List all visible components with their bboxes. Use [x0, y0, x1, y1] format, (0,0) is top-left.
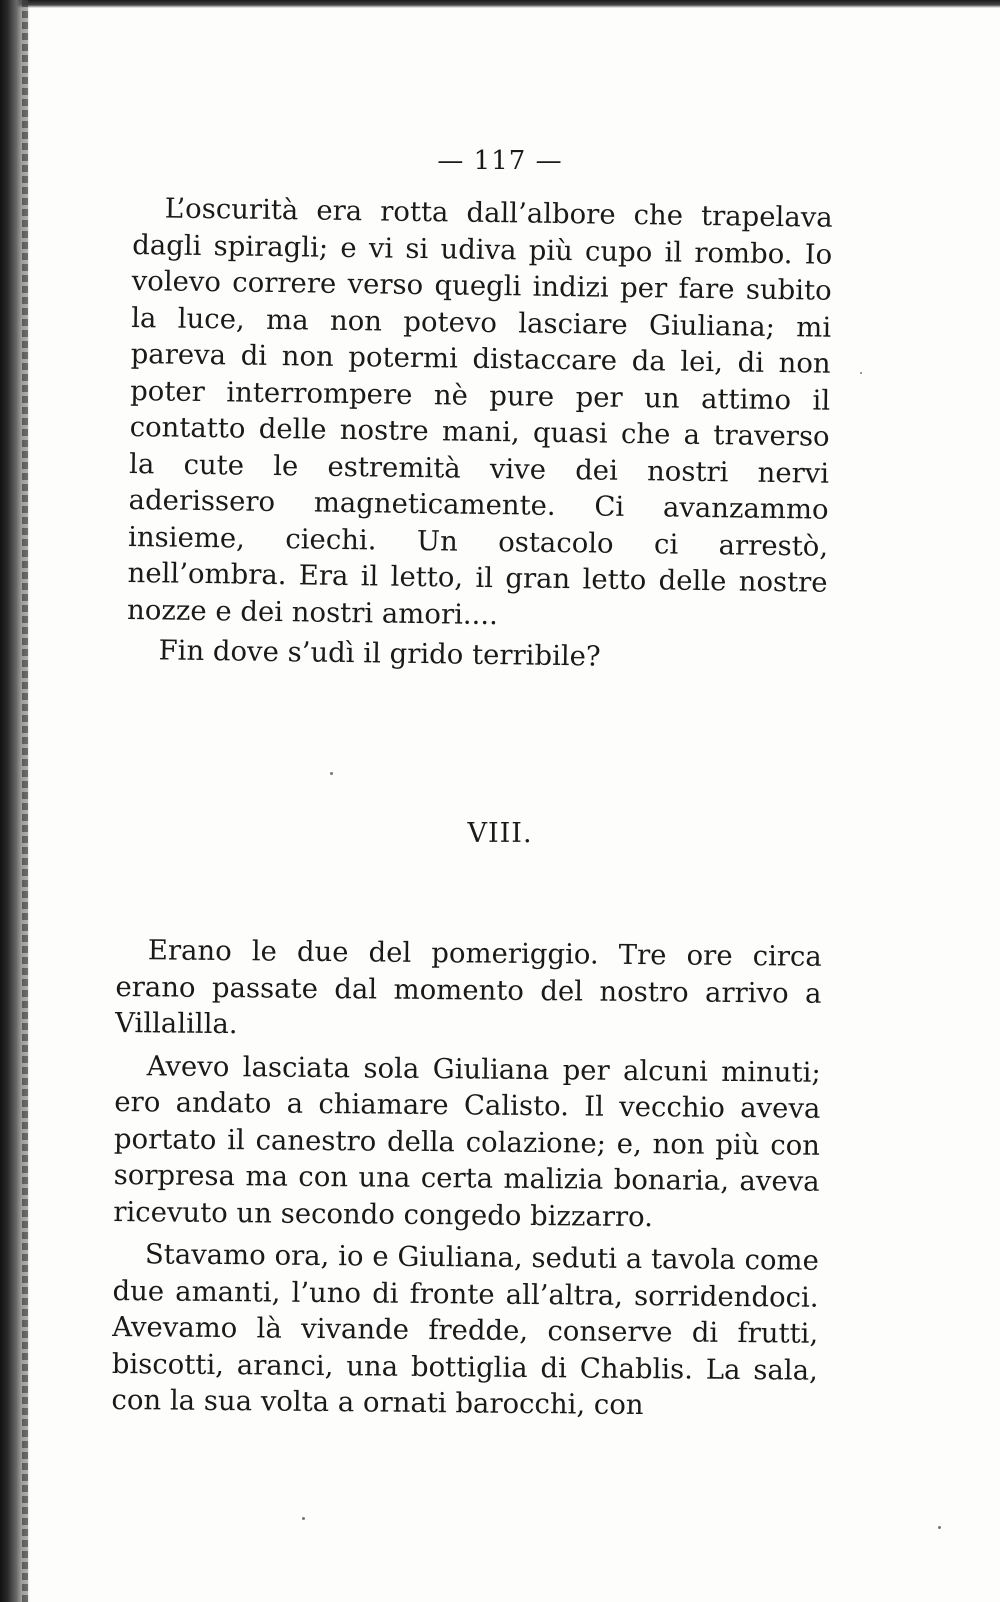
- page-number: — 117 —: [437, 146, 563, 176]
- page-top-edge-shadow: [0, 0, 1000, 8]
- paragraph: Avevo lasciata sola Giuliana per alcuni minuti; ero andato a chiamare Calisto. Il vecchio aveva portato il canestro della colazione; e, non più con sorpresa ma con una certa malizia bonaria, aveva ricevuto un secondo congedo bizzarro.: [113, 1049, 821, 1233]
- paragraph: L’oscurità era rotta dall’albore che trapelava dagli spiragli; e vi si udiva più cupo il rombo. Io volevo correre verso quegli indizi per fare subito la luce, ma non potevo lasciare Giuliana; mi pareva di non potermi distaccare da lei, di non poter interrompere nè pure per un attimo il contatto delle nostre mani, quasi che a traverso la cute le estremità vive dei nostri nervi aderissero magneticamente. Ci avanzammo insieme, ciechi. Un ostacolo ci arrestò, nell’ombra. Era il letto, il gran letto delle nostre nozze e dei nostri amori....: [126, 192, 833, 631]
- chapter-heading: VIII.: [467, 818, 533, 849]
- text-block-after-chapter: [111, 932, 822, 1425]
- paper-speck: [860, 372, 862, 374]
- paper-speck: [330, 772, 333, 775]
- paper-speck: [302, 1517, 305, 1520]
- paper-speck: [938, 1526, 941, 1529]
- paragraph: Fin dove s’udì il grido terribile?: [158, 634, 601, 673]
- book-spine-texture: [22, 0, 28, 1602]
- text-block-before-chapter: [126, 190, 833, 678]
- paragraph: Stavamo ora, io e Giuliana, seduti a tavola come due amanti, l’uno di fronte all’altra, sorridendoci. Avevamo là vivande fredde, conserve di frutti, biscotti, aranci, una bottiglia di Chablis. La sala, con la sua volta a ornati barocchi, con: [111, 1238, 820, 1422]
- paragraph: Erano le due del pomeriggio. Tre ore circa erano passate dal momento del nostro arrivo a Villalilla.: [114, 934, 822, 1041]
